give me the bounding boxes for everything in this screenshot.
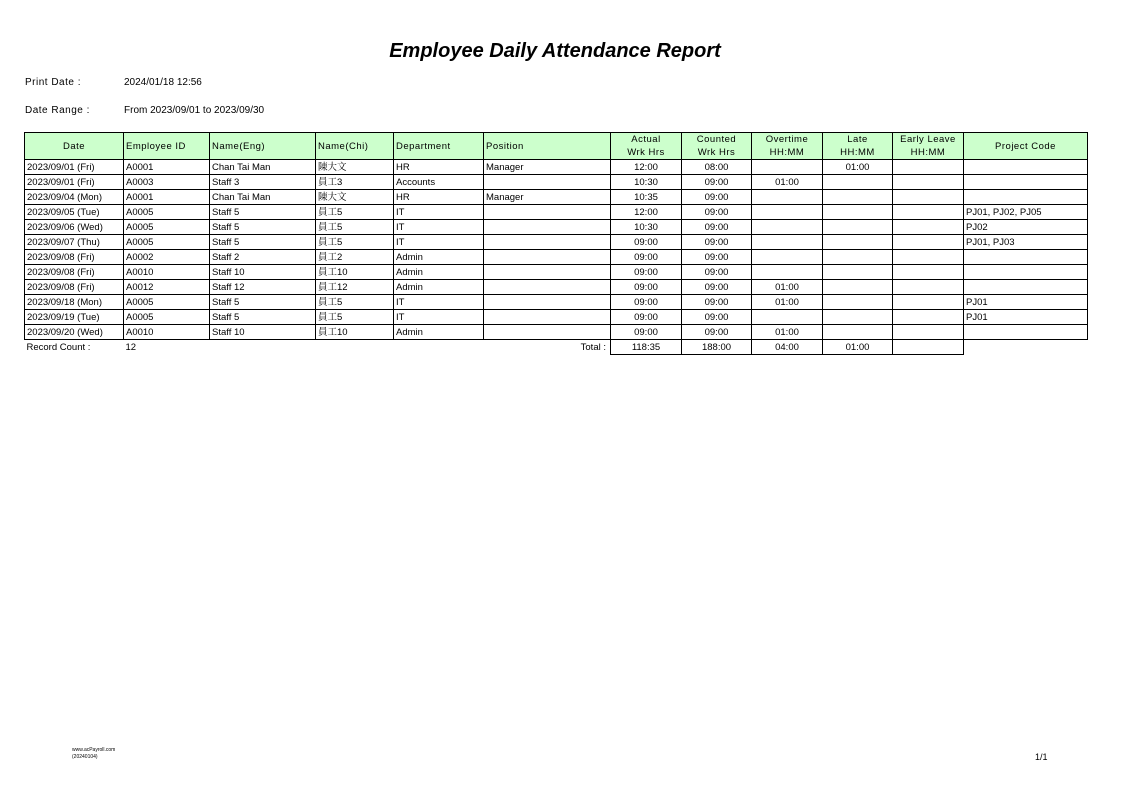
cell-date: 2023/09/04 (Mon) — [25, 190, 124, 205]
cell-late — [823, 265, 893, 280]
cell-department: Admin — [394, 265, 484, 280]
cell-position — [484, 325, 611, 340]
cell-name-chi: 員工2 — [316, 250, 394, 265]
cell-overtime — [752, 265, 823, 280]
col-header-date: Date — [25, 133, 124, 160]
cell-late — [823, 205, 893, 220]
cell-early-leave — [893, 235, 964, 250]
cell-overtime — [752, 250, 823, 265]
table-header-row — [25, 133, 1088, 160]
cell-name-eng: Staff 10 — [210, 265, 316, 280]
cell-department: Admin — [394, 325, 484, 340]
cell-actual-wrk-hrs: 10:30 — [611, 220, 682, 235]
cell-early-leave — [893, 265, 964, 280]
total-actual-wrk-hrs: 118:35 — [611, 340, 682, 355]
cell-department: Accounts — [394, 175, 484, 190]
cell-project-code — [964, 250, 1088, 265]
cell-employee-id: A0001 — [124, 190, 210, 205]
cell-overtime — [752, 205, 823, 220]
cell-actual-wrk-hrs: 09:00 — [611, 250, 682, 265]
cell-name-chi: 員工10 — [316, 265, 394, 280]
cell-employee-id: A0010 — [124, 325, 210, 340]
cell-employee-id: A0005 — [124, 220, 210, 235]
cell-position — [484, 235, 611, 250]
cell-employee-id: A0001 — [124, 160, 210, 175]
cell-position: Manager — [484, 190, 611, 205]
table-row — [25, 190, 1088, 205]
cell-employee-id: A0010 — [124, 265, 210, 280]
cell-name-eng: Chan Tai Man — [210, 160, 316, 175]
cell-date: 2023/09/06 (Wed) — [25, 220, 124, 235]
table-row — [25, 265, 1088, 280]
cell-position — [484, 295, 611, 310]
col-header-actual-wrk-hrs: Actual Wrk Hrs — [611, 133, 682, 160]
footer-spacer — [964, 340, 1088, 355]
cell-position — [484, 250, 611, 265]
total-counted-wrk-hrs: 188:00 — [682, 340, 752, 355]
cell-counted-wrk-hrs: 09:00 — [682, 190, 752, 205]
cell-date: 2023/09/08 (Fri) — [25, 250, 124, 265]
cell-employee-id: A0002 — [124, 250, 210, 265]
cell-overtime — [752, 160, 823, 175]
cell-name-eng: Staff 5 — [210, 295, 316, 310]
cell-early-leave — [893, 190, 964, 205]
record-count-label: Record Count : — [26, 341, 91, 353]
cell-date: 2023/09/08 (Fri) — [25, 265, 124, 280]
print-date-value: 2024/01/18 12:56 — [124, 77, 202, 88]
cell-actual-wrk-hrs: 09:00 — [611, 295, 682, 310]
cell-overtime — [752, 310, 823, 325]
cell-counted-wrk-hrs: 09:00 — [682, 235, 752, 250]
cell-name-eng: Chan Tai Man — [210, 190, 316, 205]
total-overtime: 04:00 — [752, 340, 823, 355]
cell-project-code — [964, 160, 1088, 175]
cell-overtime: 01:00 — [752, 280, 823, 295]
cell-name-chi: 員工5 — [316, 295, 394, 310]
table-row — [25, 205, 1088, 220]
date-range-label: Date Range : — [25, 105, 90, 116]
cell-name-eng: Staff 5 — [210, 220, 316, 235]
cell-department: IT — [394, 220, 484, 235]
cell-employee-id: A0012 — [124, 280, 210, 295]
cell-counted-wrk-hrs: 09:00 — [682, 175, 752, 190]
footer-version: (20240104) — [72, 754, 98, 760]
cell-actual-wrk-hrs: 09:00 — [611, 265, 682, 280]
cell-early-leave — [893, 280, 964, 295]
page-number: 1/1 — [1035, 752, 1048, 762]
cell-late: 01:00 — [823, 160, 893, 175]
cell-department: Admin — [394, 280, 484, 295]
cell-date: 2023/09/05 (Tue) — [25, 205, 124, 220]
cell-name-chi: 陳大文 — [316, 160, 394, 175]
cell-project-code: PJ02 — [964, 220, 1088, 235]
total-label: Total : — [580, 341, 606, 353]
cell-early-leave — [893, 205, 964, 220]
cell-position — [484, 265, 611, 280]
col-header-position: Position — [484, 133, 611, 160]
cell-actual-wrk-hrs: 10:30 — [611, 175, 682, 190]
cell-early-leave — [893, 295, 964, 310]
attendance-table — [24, 132, 1088, 355]
cell-project-code — [964, 190, 1088, 205]
table-row — [25, 220, 1088, 235]
table-row — [25, 235, 1088, 250]
cell-late — [823, 220, 893, 235]
cell-name-chi: 員工10 — [316, 325, 394, 340]
cell-overtime: 01:00 — [752, 325, 823, 340]
cell-date: 2023/09/01 (Fri) — [25, 175, 124, 190]
cell-late — [823, 175, 893, 190]
cell-early-leave — [893, 250, 964, 265]
cell-date: 2023/09/01 (Fri) — [25, 160, 124, 175]
cell-project-code — [964, 325, 1088, 340]
col-header-employee-id: Employee ID — [124, 133, 210, 160]
table-footer-row — [25, 340, 1088, 355]
cell-actual-wrk-hrs: 09:00 — [611, 280, 682, 295]
cell-counted-wrk-hrs: 09:00 — [682, 265, 752, 280]
cell-actual-wrk-hrs: 09:00 — [611, 325, 682, 340]
cell-position: Manager — [484, 160, 611, 175]
cell-overtime: 01:00 — [752, 295, 823, 310]
total-late: 01:00 — [823, 340, 893, 355]
table-row — [25, 310, 1088, 325]
col-header-counted-wrk-hrs: Counted Wrk Hrs — [682, 133, 752, 160]
table-body — [25, 160, 1088, 340]
cell-project-code — [964, 280, 1088, 295]
col-header-overtime: Overtime HH:MM — [752, 133, 823, 160]
date-range-value: From 2023/09/01 to 2023/09/30 — [124, 105, 265, 116]
cell-actual-wrk-hrs: 09:00 — [611, 235, 682, 250]
cell-overtime — [752, 220, 823, 235]
table-row — [25, 280, 1088, 295]
cell-employee-id: A0005 — [124, 235, 210, 250]
cell-name-eng: Staff 5 — [210, 205, 316, 220]
cell-employee-id: A0005 — [124, 205, 210, 220]
col-header-department: Department — [394, 133, 484, 160]
col-header-name-eng: Name(Eng) — [210, 133, 316, 160]
cell-counted-wrk-hrs: 08:00 — [682, 160, 752, 175]
cell-name-eng: Staff 3 — [210, 175, 316, 190]
cell-department: IT — [394, 295, 484, 310]
cell-early-leave — [893, 310, 964, 325]
cell-project-code: PJ01, PJ02, PJ05 — [964, 205, 1088, 220]
cell-counted-wrk-hrs: 09:00 — [682, 310, 752, 325]
cell-actual-wrk-hrs: 12:00 — [611, 160, 682, 175]
cell-employee-id: A0003 — [124, 175, 210, 190]
cell-late — [823, 325, 893, 340]
cell-overtime: 01:00 — [752, 175, 823, 190]
print-date-label: Print Date : — [25, 77, 82, 88]
cell-name-eng: Staff 5 — [210, 235, 316, 250]
cell-date: 2023/09/08 (Fri) — [25, 280, 124, 295]
table-row — [25, 160, 1088, 175]
cell-position — [484, 205, 611, 220]
cell-counted-wrk-hrs: 09:00 — [682, 325, 752, 340]
cell-project-code: PJ01 — [964, 310, 1088, 325]
cell-employee-id: A0005 — [124, 310, 210, 325]
table-row — [25, 325, 1088, 340]
cell-name-chi: 員工3 — [316, 175, 394, 190]
cell-department: IT — [394, 205, 484, 220]
cell-counted-wrk-hrs: 09:00 — [682, 295, 752, 310]
cell-late — [823, 190, 893, 205]
cell-counted-wrk-hrs: 09:00 — [682, 205, 752, 220]
cell-position — [484, 175, 611, 190]
cell-date: 2023/09/07 (Thu) — [25, 235, 124, 250]
cell-actual-wrk-hrs: 12:00 — [611, 205, 682, 220]
cell-actual-wrk-hrs: 10:35 — [611, 190, 682, 205]
cell-late — [823, 295, 893, 310]
col-header-project-code: Project Code — [964, 133, 1088, 160]
report-title: Employee Daily Attendance Report — [389, 40, 721, 62]
cell-name-chi: 員工12 — [316, 280, 394, 295]
cell-date: 2023/09/18 (Mon) — [25, 295, 124, 310]
cell-name-eng: Staff 12 — [210, 280, 316, 295]
table-row — [25, 250, 1088, 265]
cell-early-leave — [893, 160, 964, 175]
footer-site-url: www.acPayroll.com — [72, 747, 116, 753]
cell-counted-wrk-hrs: 09:00 — [682, 280, 752, 295]
record-count-value: 12 — [125, 341, 137, 353]
table-row — [25, 295, 1088, 310]
cell-name-chi: 員工5 — [316, 205, 394, 220]
cell-position — [484, 310, 611, 325]
cell-early-leave — [893, 325, 964, 340]
cell-late — [823, 310, 893, 325]
cell-name-chi: 員工5 — [316, 235, 394, 250]
cell-employee-id: A0005 — [124, 295, 210, 310]
cell-name-eng: Staff 10 — [210, 325, 316, 340]
cell-overtime — [752, 190, 823, 205]
cell-project-code — [964, 175, 1088, 190]
cell-name-chi: 陳大文 — [316, 190, 394, 205]
cell-department: HR — [394, 190, 484, 205]
cell-actual-wrk-hrs: 09:00 — [611, 310, 682, 325]
cell-overtime — [752, 235, 823, 250]
footer-site — [72, 747, 115, 761]
cell-position — [484, 280, 611, 295]
cell-name-chi: 員工5 — [316, 220, 394, 235]
cell-counted-wrk-hrs: 09:00 — [682, 250, 752, 265]
cell-department: IT — [394, 235, 484, 250]
cell-date: 2023/09/19 (Tue) — [25, 310, 124, 325]
cell-project-code — [964, 265, 1088, 280]
cell-late — [823, 235, 893, 250]
cell-name-chi: 員工5 — [316, 310, 394, 325]
cell-department: HR — [394, 160, 484, 175]
col-header-name-chi: Name(Chi) — [316, 133, 394, 160]
cell-project-code: PJ01, PJ03 — [964, 235, 1088, 250]
cell-date: 2023/09/20 (Wed) — [25, 325, 124, 340]
cell-early-leave — [893, 175, 964, 190]
col-header-early-leave: Early Leave HH:MM — [893, 133, 964, 160]
cell-early-leave — [893, 220, 964, 235]
cell-counted-wrk-hrs: 09:00 — [682, 220, 752, 235]
cell-name-eng: Staff 5 — [210, 310, 316, 325]
col-header-late: Late HH:MM — [823, 133, 893, 160]
cell-name-eng: Staff 2 — [210, 250, 316, 265]
cell-department: IT — [394, 310, 484, 325]
cell-project-code: PJ01 — [964, 295, 1088, 310]
cell-department: Admin — [394, 250, 484, 265]
total-early-leave — [893, 340, 964, 355]
cell-late — [823, 250, 893, 265]
cell-late — [823, 280, 893, 295]
cell-position — [484, 220, 611, 235]
table-row — [25, 175, 1088, 190]
